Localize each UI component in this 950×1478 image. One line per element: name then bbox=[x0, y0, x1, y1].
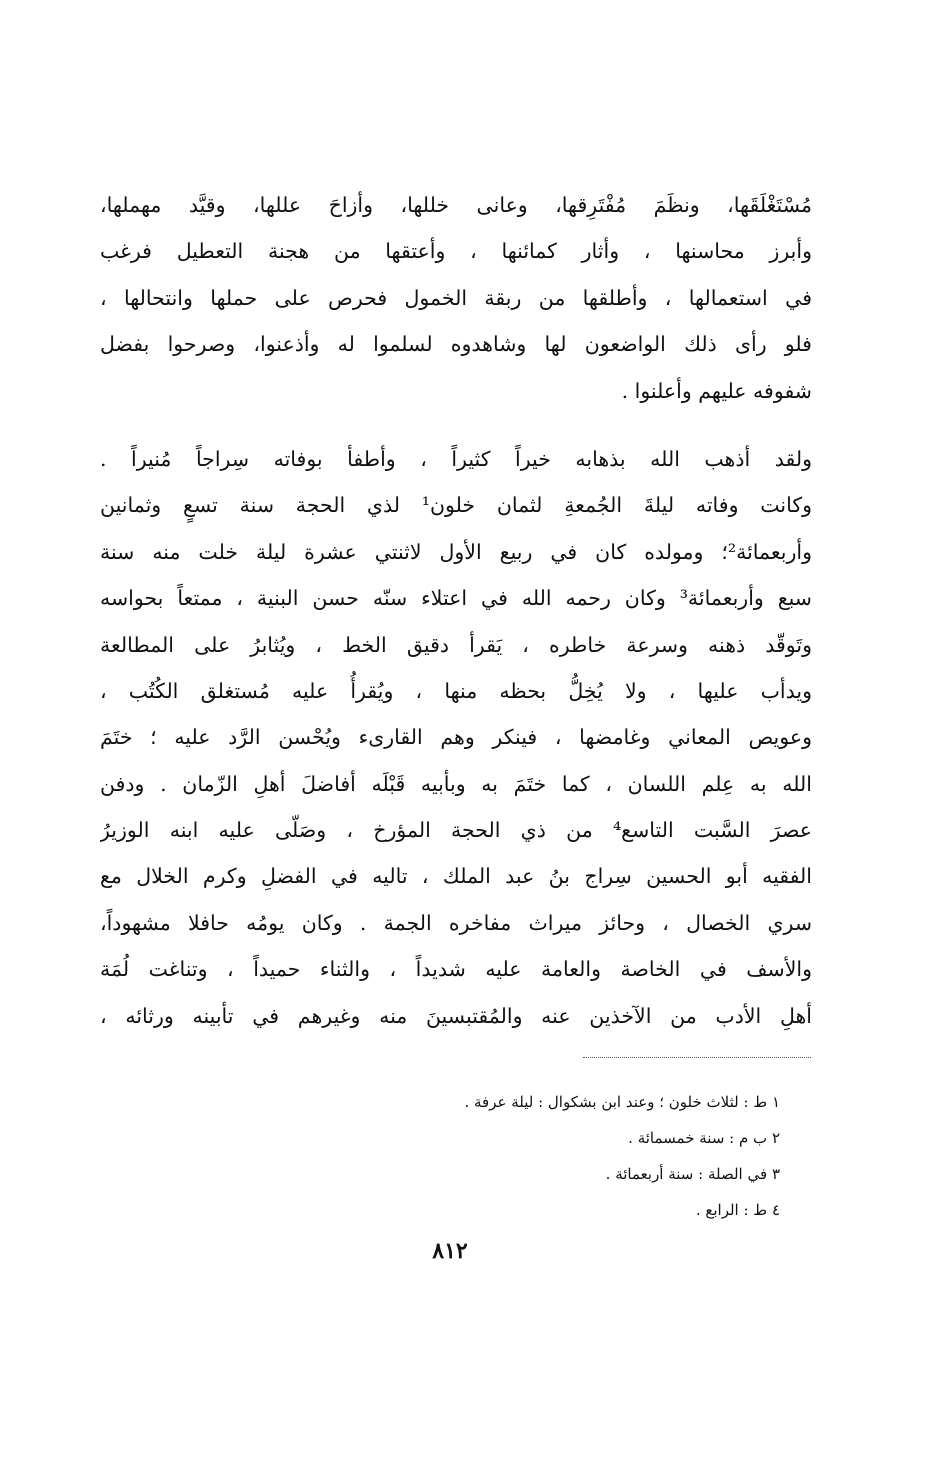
text-line: الله به عِلم اللسان ، كما ختَمَ به وبأبيه قَبْلَه أفاضلَ أهلِ الزّمان . ودفن bbox=[100, 771, 812, 796]
text-line: أهلِ الأدب من الآخذين عنه والمُقتبسينَ منه وغيرهم في تأبينه ورثائه ، bbox=[100, 1003, 812, 1028]
text-line: وأبرز محاسنها ، وأثار كمائنها ، وأعتقها من هجنة التعطيل فرغب bbox=[100, 239, 812, 264]
text-line: شفوفه عليهم وأعلنوا . bbox=[621, 378, 812, 403]
text-line: وأربعمائة²؛ ومولده كان في ربيع الأول لاثنتي عشرة ليلة خلت منه سنة bbox=[100, 539, 812, 564]
text-line: والأسف في الخاصة والعامة عليه شديداً ، والثناء حميداً ، وتناغت لُمَة bbox=[100, 957, 812, 982]
text-line: مُسْتَغْلَقَها، ونظَمَ مُفْتَرِقها، وعانى خللها، وأزاحَ عللها، وقيَّد مهملها، bbox=[100, 193, 812, 217]
footnote-1: ١ ط : لثلاث خلون ؛ وعند ابن بشكوال : ليلة عرفة . bbox=[464, 1093, 780, 1111]
footnotes bbox=[300, 1084, 780, 1228]
text-line: في استعمالها ، وأطلقها من ربقة الخمول فحرص على حملها وانتحالها ، bbox=[100, 285, 812, 310]
text-line: عصرَ السَّبت التاسع⁴ من ذي الحجة المؤرخ ، وصَلّى عليه ابنه الوزيرُ bbox=[100, 818, 812, 843]
text-line: وعويص المعاني وغامضها ، فينكر وهم القارىء ويُحْسن الرَّد عليه ؛ ختَمَ bbox=[100, 725, 812, 750]
text-line: ولقد أذهب الله بذهابه خيراً كثيراً ، وأطفأ بوفاته سِراجاً مُنيراً . bbox=[100, 446, 812, 471]
footnote-divider bbox=[583, 1057, 811, 1058]
text-line: فلو رأى ذلك الواضعون لها وشاهدوه لسلموا له وأذعنوا، وصرحوا بفضل bbox=[100, 332, 812, 357]
footnote-3: ٣ في الصلة : سنة أربعمائة . bbox=[605, 1165, 780, 1183]
text-line: ويدأب عليها ، ولا يُخِلُّ بحظه منها ، ويُقرأُ عليه مُستغلق الكُتُب ، bbox=[100, 678, 812, 703]
paragraph-spacer bbox=[100, 414, 812, 436]
footnote-2: ٢ ب م : سنة خمسمائة . bbox=[628, 1129, 780, 1147]
main-text bbox=[100, 182, 812, 1039]
page-number: ٨١٢ bbox=[432, 1238, 468, 1264]
paragraph-2 bbox=[100, 436, 812, 1039]
text-line: وكانت وفاته ليلةَ الجُمعةِ لثمان خلون¹ لذي الحجة سنة تسعٍ وثمانين bbox=[100, 493, 812, 518]
text-line: سبع وأربعمائة³ وكان رحمه الله في اعتلاء سنّه حسن البنية ، ممتعاً بحواسه bbox=[100, 586, 812, 611]
text-line: وتَوقّد ذهنه وسرعة خاطره ، يَقرأ دقيق الخط ، ويُثابرُ على المطالعة bbox=[100, 632, 812, 657]
text-line: سري الخصال ، وحائز ميراث مفاخره الجمة . وكان يومُه حافلا مشهوداً، bbox=[100, 910, 812, 935]
paragraph-1 bbox=[100, 182, 812, 414]
footnote-4: ٤ ط : الرابع . bbox=[695, 1201, 780, 1219]
text-line: الفقيه أبو الحسين سِراج بنُ عبد الملك ، تاليه في الفضلِ وكرم الخلال مع bbox=[100, 864, 812, 889]
